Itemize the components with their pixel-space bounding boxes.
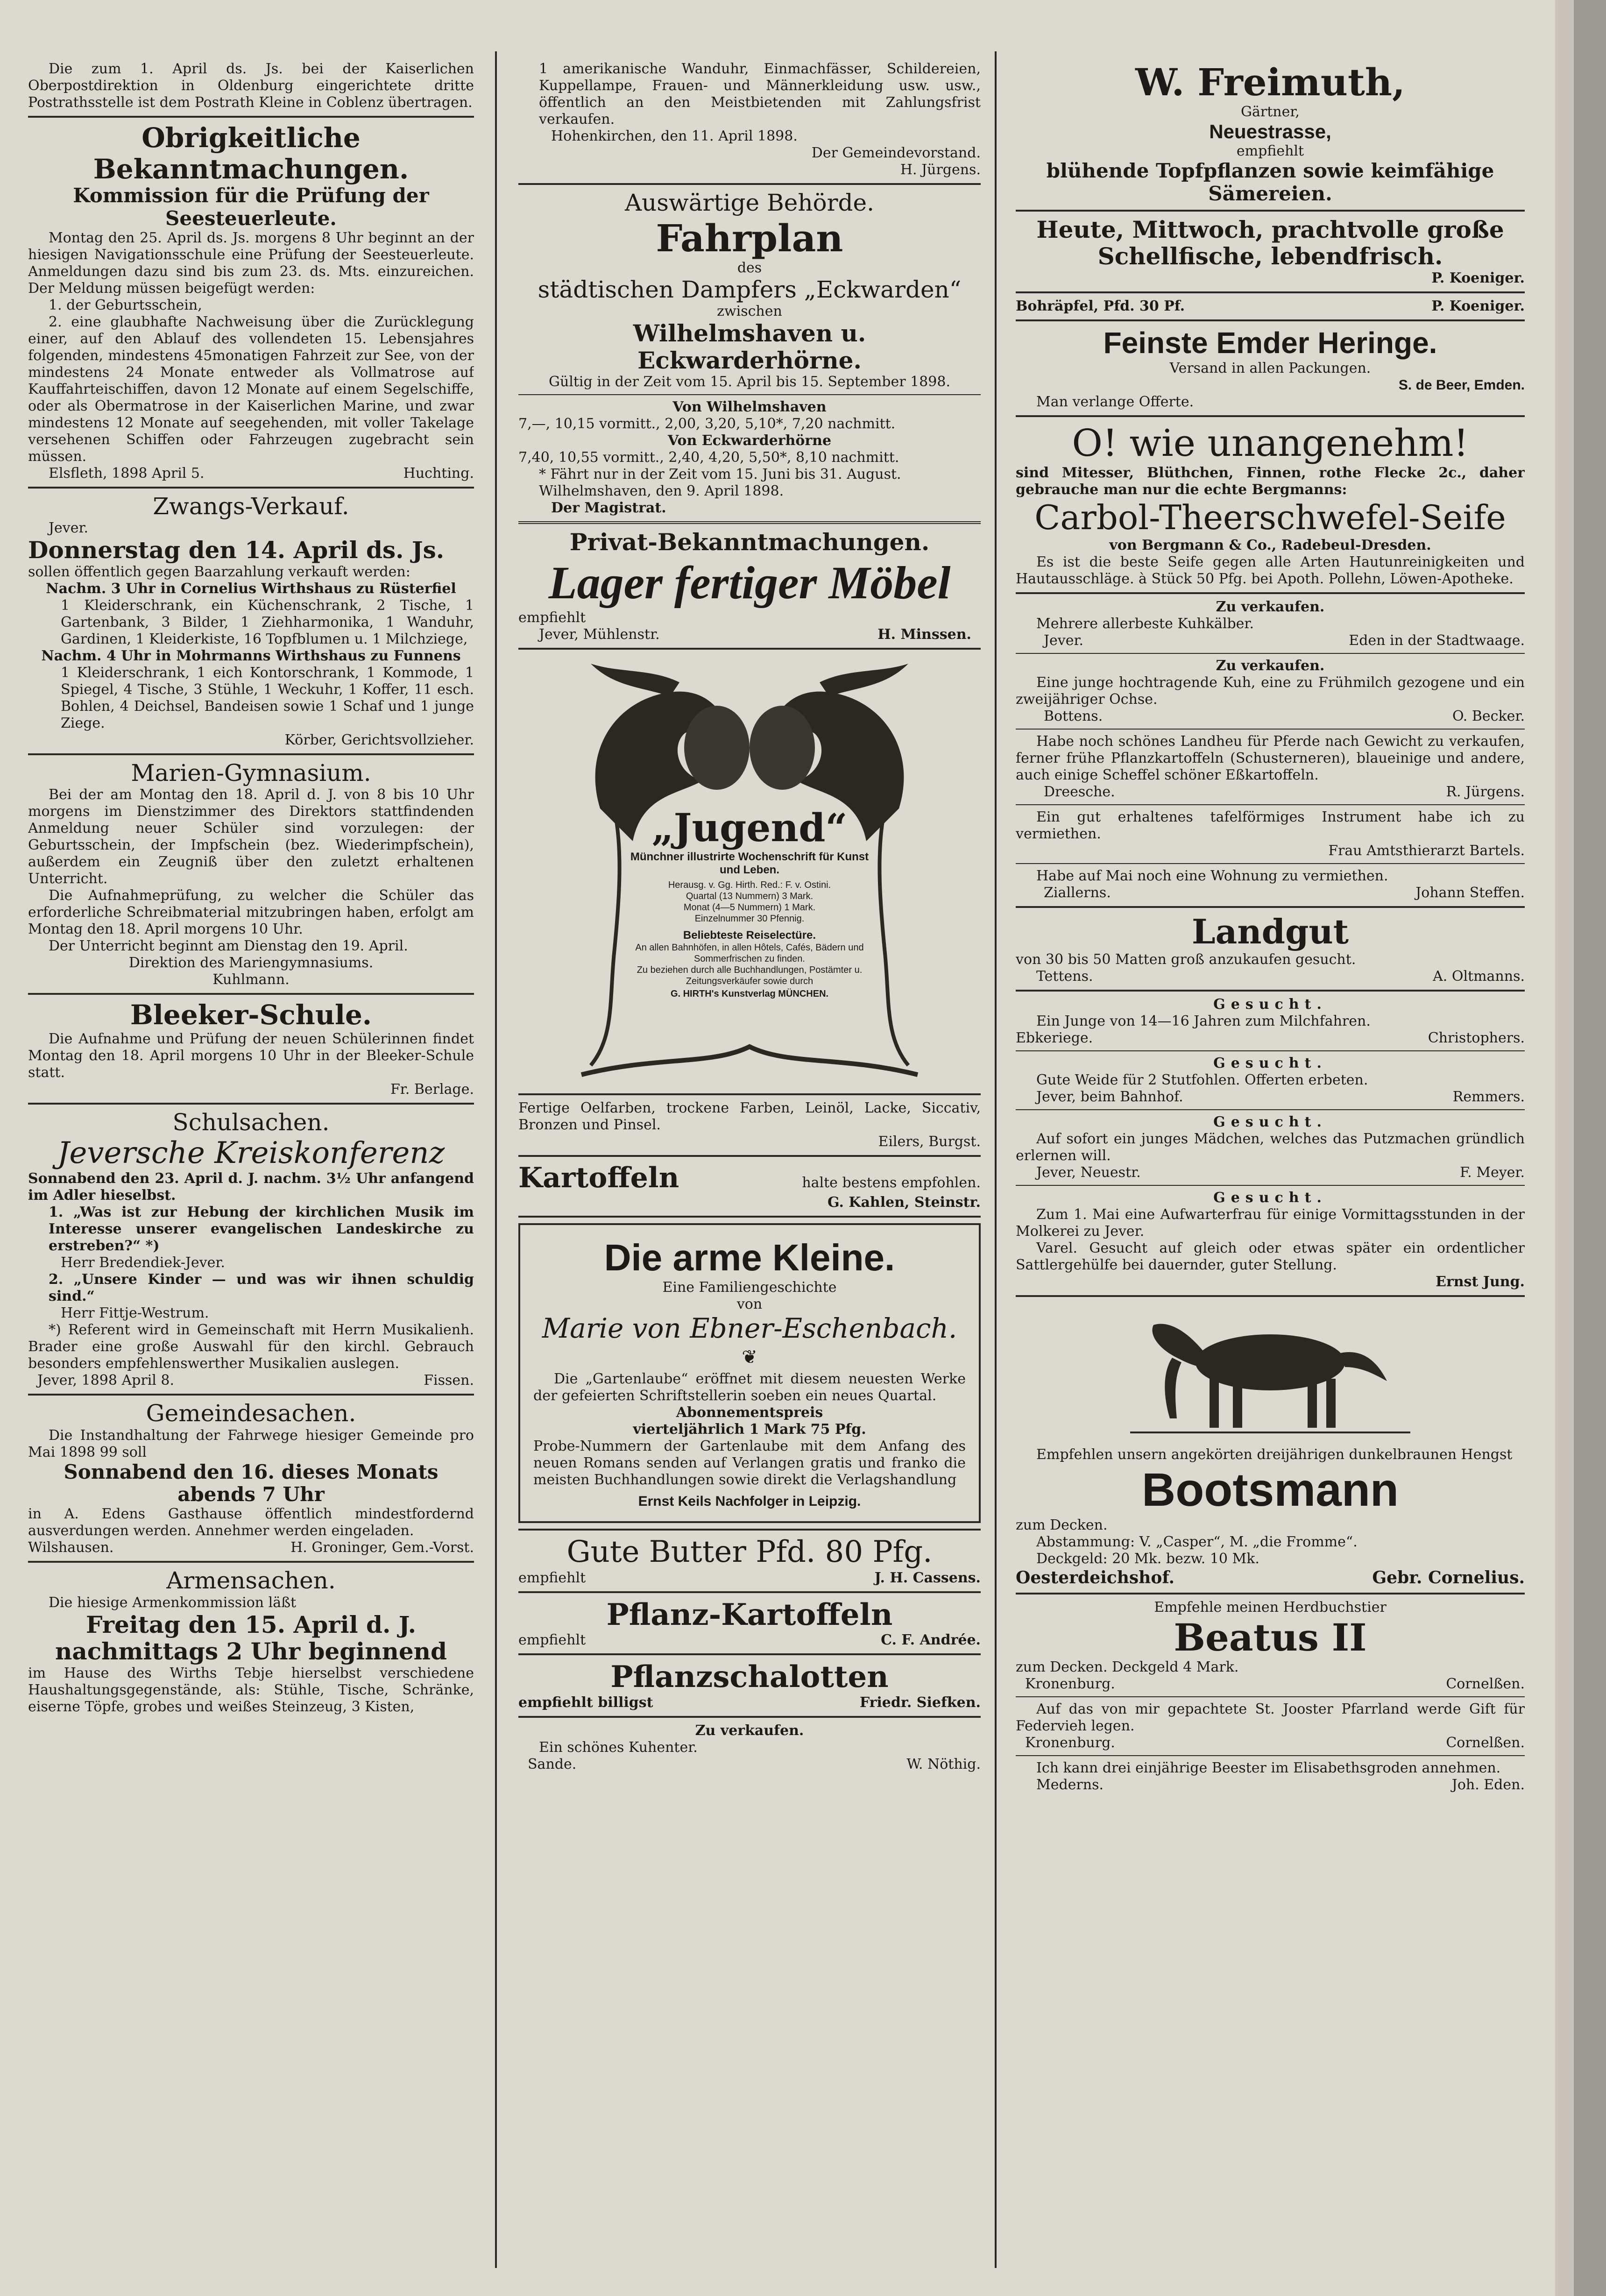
divider [1016, 804, 1525, 805]
text-junge: Ein Junge von 14—16 Jahren zum Milchfahren. [1036, 1013, 1371, 1030]
text-offerte: Man verlange Offerte. [1036, 394, 1194, 411]
topic-2: 2. „Unsere Kinder — und was wir ihnen schuldig sind.“ [49, 1271, 474, 1305]
item-nachweisung: 2. eine glaubhafte Nachweisung über die Zurücklegung einer, auf den Ablauf des vollendeten 15. Lebensjahres folgenden, mindestens 45monatigen Fahrzeit zur See, von der mindestens 24 Monate entweder als Vollmatrose auf Kauffahrteischiffen, davon 12 Monate auf einem Segelschiffe, oder als Obermatrose in der Kaiserlichen Marine, und zwar mindestens 12 Monate auf seegehenden, mit voller Takelage versehenen Schiffen oder Fahrzeugen zugebracht sein müssen. [28, 313, 474, 465]
heading-moebel: Lager fertiger Möbel [548, 556, 951, 609]
signature-koeniger: P. Koeniger. [1431, 269, 1525, 286]
list-nachm4: 1 Kleiderschrank, 1 eich Kontorschrank, 1 Kommode, 1 Spiegel, 4 Tische, 3 Stühle, 1 Weckuhr, 1 Koffer, 11 esch. Bohlen, 4 Deichsel, Bandeisen sowie 1 Schaf und 1 junge Ziege. [61, 664, 474, 731]
text-bergmann: von Bergmann & Co., Radebeul-Dresden. [1109, 537, 1431, 554]
ornament-icon: ❦ [742, 1346, 757, 1368]
signature-bartels: Frau Amtsthierarzt Bartels. [1328, 843, 1525, 859]
text-dampfer: städtischen Dampfers „Eckwarden“ [538, 276, 962, 303]
text-pfarrland: Auf das von mir gepachtete St. Jooster Pfarrland werde Gift für Federvieh legen. [1016, 1701, 1525, 1735]
signature-kuhlmann: Kuhlmann. [212, 971, 290, 988]
text-familiengeschichte: Eine Familiengeschichte [662, 1279, 837, 1296]
heading-fahrplan: Fahrplan [656, 216, 843, 260]
divider [518, 1591, 981, 1593]
divider [1016, 319, 1525, 321]
divider [518, 394, 981, 395]
signature-eden [1016, 632, 1525, 649]
divider [1016, 1050, 1525, 1051]
divider [28, 1103, 474, 1105]
divider [1016, 1185, 1525, 1186]
text-landgut: von 30 bis 50 Matten groß anzukaufen gesucht. [1016, 951, 1356, 968]
text-zwangs: sollen öffentlich gegen Baarzahlung verkauft werden: [28, 563, 410, 580]
text-kartoffeln: halte bestens empfohlen. [802, 1174, 981, 1191]
sig-right: J. H. Cassens. [874, 1569, 981, 1586]
divider [518, 1216, 981, 1218]
bohraepfel-ad [1016, 298, 1525, 315]
sig-right: Huchting. [403, 465, 474, 482]
text-kreiskonferenz: Sonnabend den 23. April d. J. nachm. 3½ Uhr anfangend im Adler hieselbst. [28, 1170, 474, 1204]
text-gueltig: Gültig in der Zeit vom 15. April bis 15. September 1898. [549, 374, 950, 390]
column-middle [518, 61, 981, 2268]
sig-right: F. Meyer. [1460, 1164, 1525, 1181]
sig-left: Jever, beim Bahnhof. [1036, 1089, 1183, 1105]
times-eck: 7,40, 10,55 vormitt., 2,40, 4,20, 5,50*, 8,10 nachmitt. [518, 449, 899, 466]
sig-left: Kronenburg. [1025, 1676, 1115, 1693]
heading-beatus: Beatus II [1174, 1616, 1367, 1660]
horse-illustration [1116, 1302, 1424, 1442]
text-empfiehlt: empfiehlt [1236, 143, 1304, 160]
signature-koerber: Körber, Gerichtsvollzieher. [284, 731, 474, 748]
divider [1016, 1109, 1525, 1110]
text-bleeker: Die Aufnahme und Prüfung der neuen Schülerinnen findet Montag den 18. April morgens 10 Uhr in der Bleeker-Schule statt. [28, 1031, 474, 1081]
heading-schulsachen: Schulsachen. [172, 1109, 330, 1136]
sig-left: Kronenburg. [1025, 1735, 1115, 1751]
divider [518, 183, 981, 185]
signature-whv: Wilhelmshaven, den 9. April 1898. [539, 483, 784, 499]
sig-right: Fissen. [424, 1372, 474, 1389]
page-edge [1555, 0, 1574, 2296]
sig-left: Mederns. [1036, 1777, 1104, 1793]
signature-becker [1016, 708, 1525, 725]
divider [1016, 1593, 1525, 1594]
heading-bootsmann: Bootsmann [1142, 1464, 1399, 1516]
divider [1016, 210, 1525, 212]
divider [518, 648, 981, 650]
divider [28, 1394, 474, 1396]
times-whv: 7,—, 10,15 vormitt., 2,00, 3,20, 5,10*, 7,20 nachmitt. [518, 416, 896, 432]
text-neuestrasse: Neuestrasse, [1209, 120, 1331, 142]
sig-right: R. Jürgens. [1446, 784, 1525, 801]
heading-gesucht-4: Gesucht. [1213, 1190, 1327, 1206]
text-auction-items: 1 amerikanische Wanduhr, Einmachfässer, Schildereien, Kuppellampe, Frauen- und Männerkleidung usw. usw., öffentlich an den Meistbietenden mit Zahlungsfrist verkaufen. [539, 61, 981, 128]
text-armen: Die hiesige Armenkommission läßt [49, 1594, 297, 1611]
signature-hohenkirchen: Hohenkirchen, den 11. April 1898. [551, 128, 798, 144]
sig-left: empfiehlt billigst [518, 1694, 653, 1711]
signature-christophers [1016, 1030, 1525, 1047]
signature-jung: Ernst Jung. [1436, 1274, 1525, 1290]
sig-right: Joh. Eden. [1451, 1777, 1525, 1793]
signature-oltmanns [1016, 968, 1525, 985]
heading-auswaertig: Auswärtige Behörde. [624, 189, 875, 216]
sig-left: Dreesche. [1044, 784, 1115, 801]
item-geburtsschein: 1. der Geburtsschein, [49, 297, 202, 313]
heading-freitag: Freitag den 15. April d. J. nachmittags 2 Uhr beginnend [55, 1610, 447, 1665]
text-kuhenter: Ein schönes Kuhenter. [539, 1739, 698, 1756]
text-autorin: Marie von Ebner-Eschenbach. [542, 1312, 957, 1344]
heading-wie-unangenehm: O! wie unangenehm! [1072, 421, 1469, 465]
divider [1016, 1696, 1525, 1697]
topic-1: 1. „Was ist zur Hebung der kirchlichen Musik im Interesse unserer evangelischen Landeskirche zu erstreben?“ *) [49, 1204, 474, 1254]
signature-berlage: Fr. Berlage. [390, 1081, 474, 1098]
divider [1016, 863, 1525, 864]
signature-meyer [1016, 1164, 1525, 1181]
text-verlag: Ernst Keils Nachfolger in Leipzig. [638, 1494, 861, 1509]
signature-eilers: Eilers, Burgst. [878, 1133, 981, 1150]
heading-marien: Marien-Gymnasium. [131, 759, 371, 787]
text-marien3: Der Unterricht beginnt am Dienstag den 19. April. [49, 938, 408, 955]
sig-right: A. Oltmanns. [1433, 968, 1525, 985]
heading-heringe: Feinste Emder Heringe. [1103, 326, 1437, 360]
heading-kommission: Kommission für die Prüfung der Seesteuerleute. [73, 184, 429, 230]
heading-gemeindesachen: Gemeindesachen. [146, 1400, 356, 1427]
sig-right: Johann Steffen. [1415, 885, 1525, 901]
sig-right: Remmers. [1452, 1089, 1525, 1105]
sig-right: Eden in der Stadtwaage. [1349, 632, 1525, 649]
text-aufwarter: Zum 1. Mai eine Aufwarterfrau für einige Vormittagsstunden in der Molkerei zu Jever. [1016, 1206, 1525, 1240]
heading-landgut: Landgut [1192, 912, 1349, 952]
text-weide: Gute Weide für 2 Stutfohlen. Offerten erbeten. [1036, 1072, 1368, 1089]
heading-kartoffeln: Kartoffeln [518, 1161, 679, 1194]
text-empfiehlt: empfiehlt [518, 609, 586, 626]
heading-bleeker: Bleeker-Schule. [130, 999, 372, 1031]
jugend-subtitle: Münchner illustrirte Wochenschrift für Kunst und Leben. [630, 850, 869, 876]
page-edge-shadow [1574, 0, 1606, 2296]
heading-von-whv: Von Wilhelmshaven [672, 399, 827, 415]
text-abo: Abonnementspreis [676, 1404, 823, 1421]
text-mitesser: sind Mitesser, Blüthchen, Finnen, rothe Flecke 2c., daher gebrauche man nur die echte Bergmanns: [1016, 465, 1525, 498]
column-right [1016, 61, 1525, 2268]
divider [28, 993, 474, 995]
sig-left: Sande. [528, 1756, 577, 1772]
text-marien4: Direktion des Mariengymnasiums. [128, 955, 374, 971]
signature-wilshausen [28, 1539, 474, 1556]
heading-carbol: Carbol-Theerschwefel-Seife [1034, 498, 1506, 538]
sig-left: Wilshausen. [28, 1539, 114, 1556]
sig-left: Oesterdeichshof. [1016, 1568, 1175, 1588]
divider [518, 1653, 981, 1655]
sig-right: H. Groninger, Gem.-Vorst. [290, 1539, 474, 1556]
text-maedchen: Auf sofort ein junges Mädchen, welches das Putzmachen gründlich erlernen will. [1016, 1131, 1525, 1164]
text-beatus-deck: zum Decken. Deckgeld 4 Mark. [1016, 1659, 1239, 1676]
jugend-title: „Jugend“ [651, 805, 848, 850]
heading-donnerstag: Donnerstag den 14. April ds. Js. [28, 536, 445, 564]
divider [518, 1716, 981, 1718]
sig-right: W. Nöthig. [906, 1756, 981, 1772]
divider [1016, 729, 1525, 730]
gartenlaube-ad [518, 1223, 981, 1524]
text-hengst: Empfehlen unsern angekörten dreijährigen dunkelbraunen Hengst [1036, 1446, 1513, 1463]
sig-right: Cornelßen. [1446, 1676, 1525, 1693]
text-nachm3: Nachm. 3 Uhr in Cornelius Wirthshaus zu Rüsterfiel [46, 580, 456, 597]
heading-gesucht-3: Gesucht. [1213, 1114, 1327, 1131]
signature-kahlen: G. Kahlen, Steinstr. [827, 1194, 981, 1211]
divider [28, 116, 474, 118]
signature-andree [518, 1632, 981, 1649]
column-rule [995, 51, 997, 2268]
text-zwischen: zwischen [717, 303, 782, 319]
text-route: Wilhelmshaven u. Eckwarderhörne. [633, 319, 866, 374]
text-fahrt-note: * Fährt nur in der Zeit vom 15. Juni bis 31. August. [539, 466, 901, 482]
heading-obrigkeitlich: Obrigkeitliche Bekanntmachungen. [93, 122, 409, 185]
sig-left: Jever. [1044, 632, 1084, 649]
divider [1016, 1295, 1525, 1297]
signature-cassens [518, 1570, 981, 1587]
notice-post: Die zum 1. April ds. Js. bei der Kaiserlichen Oberpostdirektion in Oldenburg eingerichtete dritte Postrathsstelle ist dem Postrath Kleine in Coblenz übertragen. [28, 61, 474, 111]
heading-gesucht-2: Gesucht. [1213, 1055, 1327, 1072]
sig-right: Gebr. Cornelius. [1372, 1568, 1525, 1588]
heading-schalotten: Pflanzschalotten [610, 1659, 889, 1695]
heading-armensachen: Armensachen. [166, 1567, 336, 1594]
topic-1-speaker: Herr Bredendiek-Jever. [61, 1254, 225, 1271]
divider [1016, 415, 1525, 417]
sig-right: Friedr. Siefken. [859, 1694, 981, 1711]
text-abo-preis: vierteljährlich 1 Mark 75 Pfg. [633, 1421, 866, 1438]
text-kuh: Eine junge hochtragende Kuh, eine zu Frühmilch gezogene und ein zweijähriger Ochse. [1016, 674, 1525, 708]
heading-sonnabend: Sonnabend den 16. dieses Monats abends 7 Uhr [64, 1460, 439, 1506]
jugend-info: Herausg. v. Gg. Hirth. Red.: F. v. Ostini. Quartal (13 Nummern) 3 Mark. Monat (4—5 Nummern) 1 Mark. Einzelnummer 30 Pfennig. [668, 879, 831, 924]
text-gaertner: Gärtner, [1241, 104, 1300, 120]
signature-cornelssen-2 [1016, 1735, 1525, 1751]
sig-left: Elsfleth, 1898 April 5. [49, 465, 205, 482]
signature-steffen [1016, 885, 1525, 901]
signature-cornelius [1016, 1567, 1525, 1588]
heading-butter: Gute Butter Pfd. 80 Pfg. [566, 1535, 933, 1570]
text-landheu: Habe noch schönes Landheu für Pferde nach Gewicht zu verkaufen, ferner frühe Pflanzkartoffeln (Schusterneren), blaueinige und andere, auch einige Scheffel schöner Eßkartoffeln. [1016, 733, 1525, 784]
heading-privat: Privat-Bekanntmachungen. [569, 528, 930, 556]
divider [518, 1529, 981, 1531]
text-instrument: Ein gut erhaltenes tafelförmiges Instrument habe ich zu vermiethen. [1016, 809, 1525, 843]
sig-right: C. F. Andrée. [881, 1632, 981, 1649]
text-beester: Ich kann drei einjährige Beester im Elisabethsgroden annehmen. [1036, 1760, 1501, 1777]
divider [518, 521, 981, 524]
list-nachm3: 1 Kleiderschrank, ein Küchenschrank, 2 Tische, 1 Gartenbank, 3 Bilder, 1 Ziehharmonika, 1 Wanduhr, Gardinen, 1 Kleiderkiste, 16 Topfblumen u. 1 Milchziege, [61, 597, 474, 647]
heading-pflanz-kartoffeln: Pflanz-Kartoffeln [606, 1597, 893, 1632]
divider [28, 753, 474, 755]
divider [28, 1561, 474, 1563]
column-rule [495, 51, 497, 2268]
signature-debeer: S. de Beer, Emden. [1398, 377, 1525, 393]
signature-siefken [518, 1694, 981, 1711]
divider [1016, 1755, 1525, 1756]
heading-zu-verkaufen-1: Zu verkaufen. [1216, 599, 1325, 616]
divider [1016, 990, 1525, 992]
jugend-beliebt-text: An allen Bahnhöfen, in allen Hôtels, Cafés, Bädern und Sommerfrischen zu finden. Zu beziehen durch alle Buchhandlungen, Postämter u. Zeitungsverkäufer sowie durch [635, 942, 864, 986]
text-deckgeld: Deckgeld: 20 Mk. bezw. 10 Mk. [1036, 1551, 1259, 1567]
sig-left: Bottens. [1044, 708, 1103, 725]
signature-noethig [518, 1756, 981, 1773]
text-seife: Es ist die beste Seife gegen alle Arten Hautunreinigkeiten und Hautausschläge. à Stück 50 Pfg. bei Apoth. Pollehn, Löwen-Apotheke. [1016, 554, 1525, 588]
text-probe: Probe-Nummern der Gartenlaube mit dem Anfang des neuen Romans senden auf Verlangen gratis und franko die meisten Buchhandlungen sowie direkt die Verlagshandlung [533, 1438, 966, 1488]
heading-von-eck: Von Eckwarderhörne [667, 432, 832, 449]
heading-arme-kleine: Die arme Kleine. [604, 1236, 895, 1278]
heading-zwangs: Zwangs-Verkauf. [153, 492, 349, 520]
text-bohraepfel: Bohräpfel, Pfd. 30 Pf. [1016, 298, 1185, 314]
sig-left: empfiehlt [518, 1632, 586, 1649]
text-marien2: Die Aufnahmeprüfung, zu welcher die Schüler das erforderliche Schreibmaterial mitzubringen haben, erfolgt am Montag den 18. April morgens 10 Uhr. [28, 887, 474, 938]
column-left [28, 61, 474, 2268]
text-des: des [737, 259, 762, 276]
signature-cornelssen [1016, 1676, 1525, 1693]
heading-zu-verkaufen-2: Zu verkaufen. [1216, 658, 1325, 674]
topic-2-speaker: Herr Fittje-Westrum. [61, 1305, 209, 1322]
sig-left: Ziallerns. [1044, 885, 1111, 901]
text-marien: Bei der am Montag den 18. April d. J. von 8 bis 10 Uhr morgens im Dienstzimmer des Direktors stattfindenden Anmeldung neuer Schüler sind vorzulegen: der Geburtsschein, der Impfschein (bez. Wiederimpfschein), außerdem ein Zeugniß über den zuletzt erhaltenen Unterricht. [28, 787, 474, 887]
heading-zu-verkaufen: Zu verkaufen. [695, 1722, 804, 1739]
text-versand: Versand in allen Packungen. [1169, 360, 1371, 377]
horse-icon [1152, 1324, 1387, 1428]
text-herdbuch: Empfehle meinen Herdbuchstier [1154, 1599, 1387, 1616]
text-gemeinde: Die Instandhaltung der Fahrwege hiesiger Gemeinde pro Mai 1898 99 soll [28, 1427, 474, 1460]
jugend-beliebt: Beliebteste Reiselectüre. [683, 928, 816, 942]
text-jever: Jever. [49, 520, 89, 537]
text-oelfarben: Fertige Oelfarben, trockene Farben, Leinöl, Lacke, Siccativ, Bronzen und Pinsel. [518, 1099, 981, 1133]
signature-elsfleth [28, 465, 474, 482]
text-nachm4: Nachm. 4 Uhr in Mohrmanns Wirthshaus zu Funnens [41, 647, 461, 664]
sig-left: Jever, Mühlenstr. [539, 626, 660, 643]
kartoffeln-ad [518, 1162, 981, 1194]
signature-magistrat: Der Magistrat. [551, 500, 666, 516]
signature-remmers [1016, 1089, 1525, 1105]
text-wohnung: Habe auf Mai noch eine Wohnung zu vermiethen. [1036, 868, 1388, 885]
divider [1016, 906, 1525, 908]
sig-left: Jever, 1898 April 8. [37, 1372, 175, 1389]
signature-koeniger2: P. Koeniger. [1431, 298, 1525, 314]
divider [1016, 592, 1525, 594]
heading-freimuth: W. Freimuth, [1135, 61, 1405, 104]
sig-right: Christophers. [1428, 1030, 1525, 1047]
signature-juergens [1016, 784, 1525, 801]
divider [1016, 653, 1525, 654]
heading-kreiskonferenz: Jeversche Kreiskonferenz [57, 1135, 445, 1170]
signature-vorstand: Der Gemeindevorstand. [811, 145, 981, 161]
sig-left: Jever, Neuestr. [1036, 1164, 1141, 1181]
text-zum-decken: zum Decken. [1016, 1517, 1108, 1534]
text-varel: Varel. Gesucht auf gleich oder etwas später ein ordentlicher Sattlergehülfe bei dauernder, guter Stellung. [1016, 1240, 1525, 1274]
divider [1016, 291, 1525, 293]
heading-gesucht-1: Gesucht. [1213, 996, 1327, 1013]
sig-right: O. Becker. [1452, 708, 1525, 725]
sig-left: empfiehlt [518, 1569, 586, 1586]
sig-left: Tettens. [1036, 968, 1093, 985]
sig-left: Ebkeriege. [1016, 1030, 1093, 1047]
text-kommission: Montag den 25. April ds. Js. morgens 8 Uhr beginnt an der hiesigen Navigationsschule eine Prüfung der Seesteuerleute. Anmeldungen dazu sind bis zum 23. ds. Mts. einzureichen. Der Meldung müssen beigefügt werden: [28, 229, 474, 297]
divider [518, 1093, 981, 1095]
signature-minssen [518, 626, 981, 643]
text-topfpflanzen: blühende Topfpflanzen sowie keimfähige Sämereien. [1046, 159, 1494, 205]
text-schellfische: Heute, Mittwoch, prachtvolle große Schellfische, lebendfrisch. [1036, 215, 1504, 270]
text-abstammung: Abstammung: V. „Casper“, M. „die Fromme“. [1036, 1534, 1358, 1551]
jugend-advertisement [563, 654, 936, 1089]
text-von: von [736, 1296, 763, 1312]
jugend-verlag: G. HIRTH's Kunstverlag MÜNCHEN. [670, 988, 829, 999]
signature-eden-2 [1016, 1777, 1525, 1793]
sig-right: Cornelßen. [1446, 1735, 1525, 1751]
text-gartenlaube: Die „Gartenlaube“ eröffnet mit diesem neuesten Werke der gefeierten Schriftstellerin soeben ein neues Quartal. [533, 1371, 966, 1404]
divider [518, 1155, 981, 1157]
sig-right: H. Minssen. [877, 626, 971, 643]
text-gemeinde2: in A. Edens Gasthause öffentlich mindestfordernd ausverdungen werden. Annehmer werden eingeladen. [28, 1506, 474, 1539]
text-referent: *) Referent wird in Gemeinschaft mit Herrn Musikalienh. Brader eine große Auswahl für den kirchl. Gebrauch besonders empfehlenswerther Musikalien auslegen. [28, 1322, 474, 1372]
text-armen2: im Hause des Wirths Tebje hierselbst verschiedene Haushaltungsgegenstände, als: Stühle, Tische, Schränke, eiserne Töpfe, grobes und weißes Steinzeug, 3 Kisten, [28, 1665, 474, 1715]
divider [28, 487, 474, 489]
text-kuhkaelber: Mehrere allerbeste Kuhkälber. [1036, 616, 1254, 632]
signature-fissen [28, 1372, 474, 1389]
signature-juergens: H. Jürgens. [900, 162, 981, 178]
